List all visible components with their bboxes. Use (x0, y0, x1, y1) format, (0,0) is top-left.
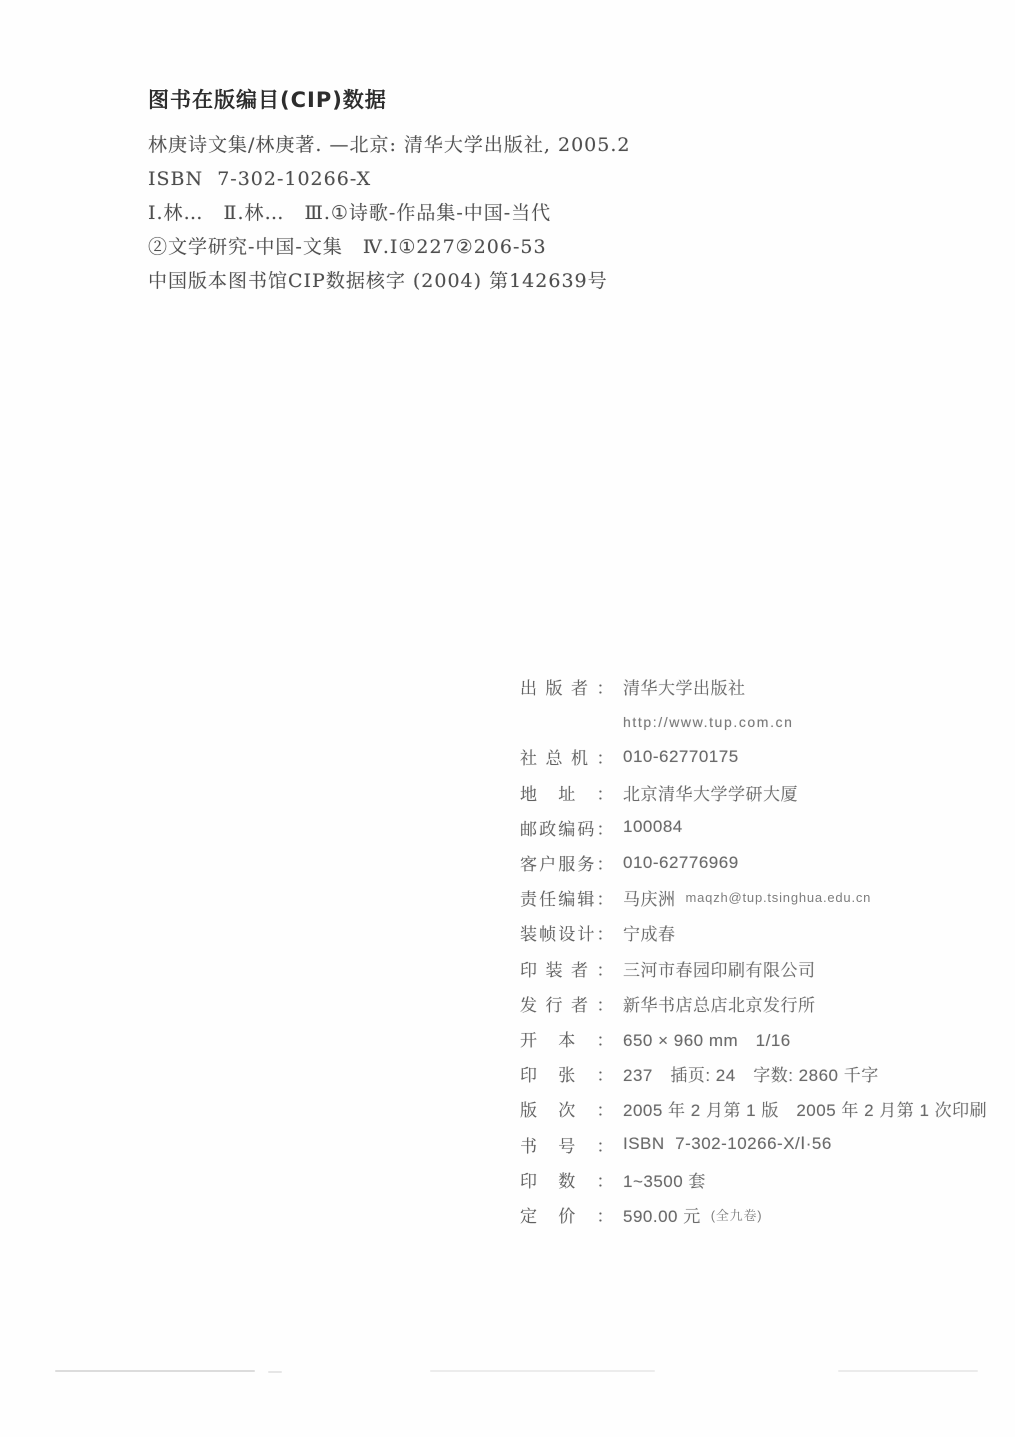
colophon-label: 责任编辑： (520, 890, 614, 910)
colophon-row-price (520, 1197, 990, 1232)
editor-email: maqzh@tup.tsinghua.edu.cn (685, 890, 872, 906)
cip-lines (148, 128, 708, 298)
colophon-label: 地址： (520, 784, 614, 804)
colophon-row-edition (520, 1091, 990, 1126)
colophon-block (520, 669, 990, 1232)
colophon-label: 客户服务： (520, 855, 614, 875)
cip-block (148, 84, 708, 298)
colophon-value: 010-62776969 (623, 852, 739, 872)
colophon-row-postcode (520, 810, 990, 845)
cip-heading: 图书在版编目(CIP)数据 (148, 88, 387, 112)
cip-isbn: ISBN 7-302-10266-X (148, 168, 372, 190)
cip-record-number: 中国版本图书馆CIP数据核字 (2004) 第142639号 (148, 270, 608, 292)
colophon-row-distributor (520, 986, 990, 1021)
colophon-label: 出版者： (520, 679, 614, 699)
colophon-label: 装帧设计： (520, 925, 614, 945)
colophon-label: 发行者： (520, 995, 614, 1015)
colophon-value: 2005 年 2 月第 1 版 2005 年 2 月第 1 次印刷 (623, 1101, 988, 1121)
colophon-row-customer-service (520, 845, 990, 880)
colophon-value: 650 × 960 mm 1/16 (623, 1030, 791, 1050)
colophon-value: 010-62770175 (623, 746, 739, 766)
colophon-row-switchboard (520, 739, 990, 774)
colophon-label: 版次： (520, 1101, 614, 1121)
colophon-value: 北京清华大学学研大厦 (623, 784, 798, 804)
colophon-label: 开本： (520, 1030, 614, 1050)
colophon-value: ISBN 7-302-10266-X/Ⅰ·56 (623, 1134, 832, 1154)
colophon-value: 1~3500 套 (623, 1171, 706, 1191)
colophon-label: 印张： (520, 1066, 614, 1086)
scan-artifact (838, 1370, 978, 1372)
price-note: (全九卷) (710, 1207, 763, 1223)
colophon-row-format (520, 1021, 990, 1056)
colophon-value: 宁成春 (623, 925, 676, 945)
colophon-value: 三河市春园印刷有限公司 (623, 960, 816, 980)
colophon-label: 书号： (520, 1136, 614, 1156)
colophon-row-printer (520, 951, 990, 986)
publisher-url: http://www.tup.com.cn (623, 713, 794, 730)
cip-title-statement: 林庚诗文集/林庚著. —北京: 清华大学出版社, 2005.2 (148, 134, 631, 156)
scan-artifact (430, 1370, 655, 1372)
colophon-label: 印装者： (520, 960, 614, 980)
colophon-label: 印数： (520, 1171, 614, 1191)
colophon-value: 新华书店总店北京发行所 (623, 995, 816, 1015)
colophon-value: 590.00 元 (623, 1206, 701, 1226)
scan-artifact (268, 1371, 282, 1373)
colophon-row-website (520, 704, 990, 739)
cip-subject-2: ②文学研究-中国-文集 Ⅳ.Ⅰ①227②206-53 (148, 236, 547, 258)
colophon-label: 社总机： (520, 749, 614, 769)
colophon-row-address (520, 775, 990, 810)
colophon-label: 邮政编码： (520, 819, 614, 839)
colophon-row-sheets (520, 1056, 990, 1091)
colophon-value: 马庆洲 (623, 890, 676, 910)
colophon-value: 237 插页: 24 字数: 2860 千字 (623, 1066, 879, 1086)
colophon-row-editor (520, 880, 990, 915)
cip-subject-1: Ⅰ.林… Ⅱ.林… Ⅲ.①诗歌-作品集-中国-当代 (148, 202, 552, 224)
colophon-value: 100084 (623, 817, 683, 837)
colophon-row-designer (520, 915, 990, 950)
colophon-row-print-run (520, 1162, 990, 1197)
colophon-row-publisher (520, 669, 990, 704)
colophon-label: 定价： (520, 1206, 614, 1226)
colophon-row-book-number (520, 1126, 990, 1161)
colophon-value: 清华大学出版社 (623, 679, 746, 699)
scan-artifact (55, 1370, 255, 1372)
